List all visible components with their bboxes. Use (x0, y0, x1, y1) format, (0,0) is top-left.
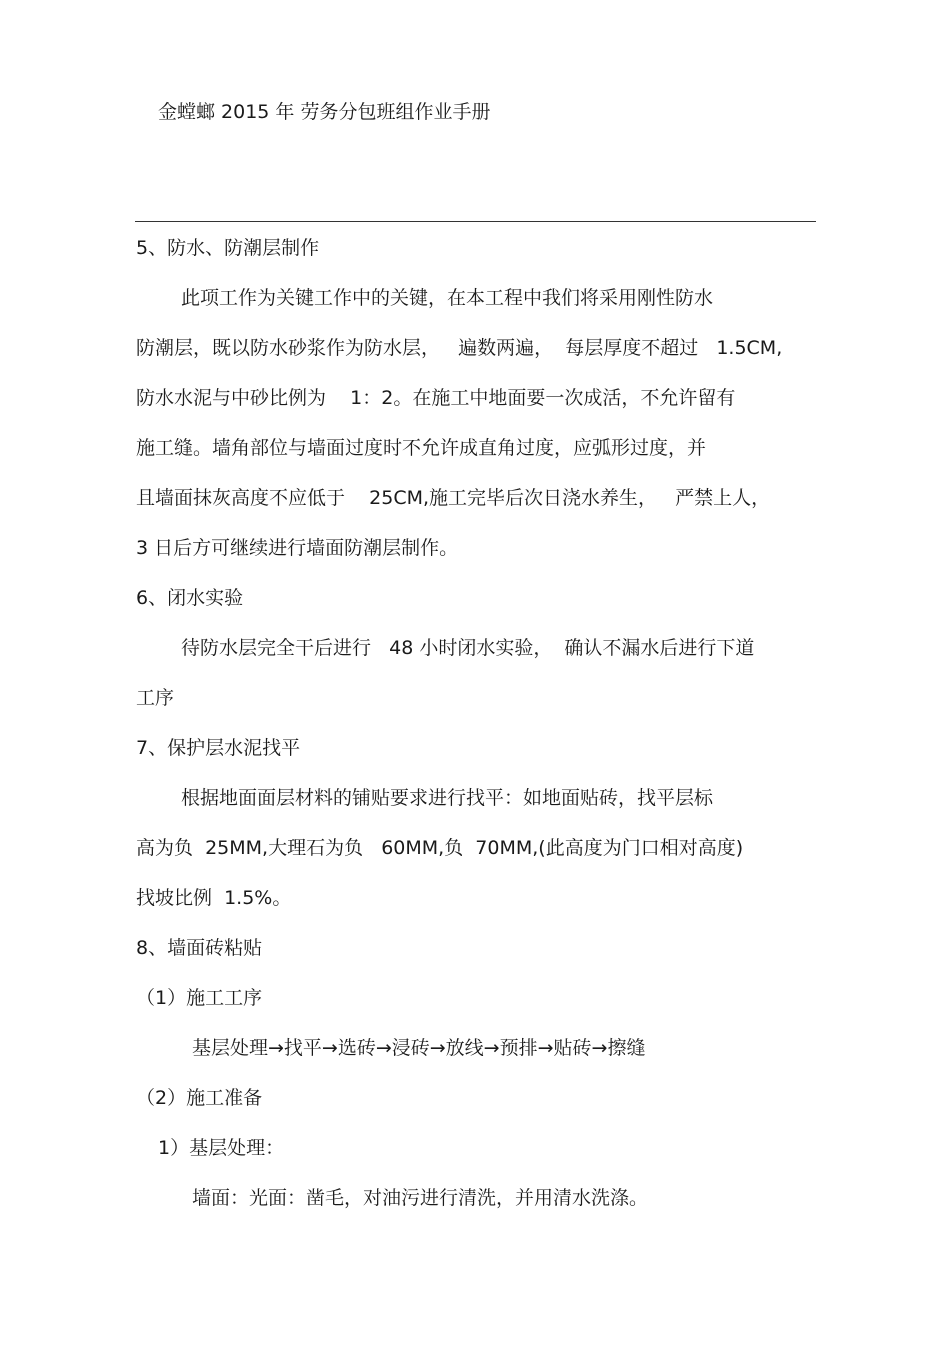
section-7-paragraph-line: 找坡比例 1.5%。 (136, 887, 292, 909)
section-5-paragraph-line: 防水水泥与中砂比例为 1：2。在施工中地面要一次成活，不允许留有 (136, 387, 736, 409)
section-5-paragraph-line: 3 日后方可继续进行墙面防潮层制作。 (136, 537, 459, 559)
section-6-paragraph-line: 待防水层完全干后进行 48 小时闭水实验， 确认不漏水后进行下道 (181, 637, 755, 659)
section-8-process-flow: 基层处理→找平→选砖→浸砖→放线→预排→贴砖→擦缝 (192, 1037, 646, 1059)
section-7-paragraph-line: 高为负 25MM,大理石为负 60MM,负 70MM,(此高度为门口相对高度) (136, 837, 744, 859)
section-5-paragraph-line: 施工缝。墙角部位与墙面过度时不允许成直角过度，应弧形过度，并 (136, 437, 707, 459)
section-8-subheading-preparation: （2）施工准备 (136, 1087, 263, 1109)
section-5-paragraph-line: 且墙面抹灰高度不应低于 25CM,施工完毕后次日浇水养生， 严禁上人， (136, 487, 771, 509)
section-6-paragraph-line: 工序 (136, 687, 175, 709)
section-8-item-base-treatment-text: 墙面：光面：凿毛，对油污进行清洗，并用清水洗涤。 (192, 1187, 649, 1209)
section-5-paragraph-line: 防潮层，既以防水砂浆作为防水层， 遍数两遍， 每层厚度不超过 1.5CM, (136, 337, 783, 359)
section-5-paragraph-line: 此项工作为关键工作中的关键，在本工程中我们将采用刚性防水 (181, 287, 714, 309)
section-8-heading: 8、墙面砖粘贴 (136, 937, 263, 959)
section-6-heading: 6、闭水实验 (136, 587, 244, 609)
section-7-heading: 7、保护层水泥找平 (136, 737, 301, 759)
header-divider (135, 221, 816, 222)
section-8-subheading-process: （1）施工工序 (136, 987, 263, 1009)
page-header-title: 金螳螂 2015 年 劳务分包班组作业手册 (158, 101, 491, 123)
section-8-item-base-treatment: 1）基层处理： (158, 1137, 285, 1159)
section-7-paragraph-line: 根据地面面层材料的铺贴要求进行找平：如地面贴砖，找平层标 (181, 787, 714, 809)
section-5-heading: 5、防水、防潮层制作 (136, 237, 320, 259)
